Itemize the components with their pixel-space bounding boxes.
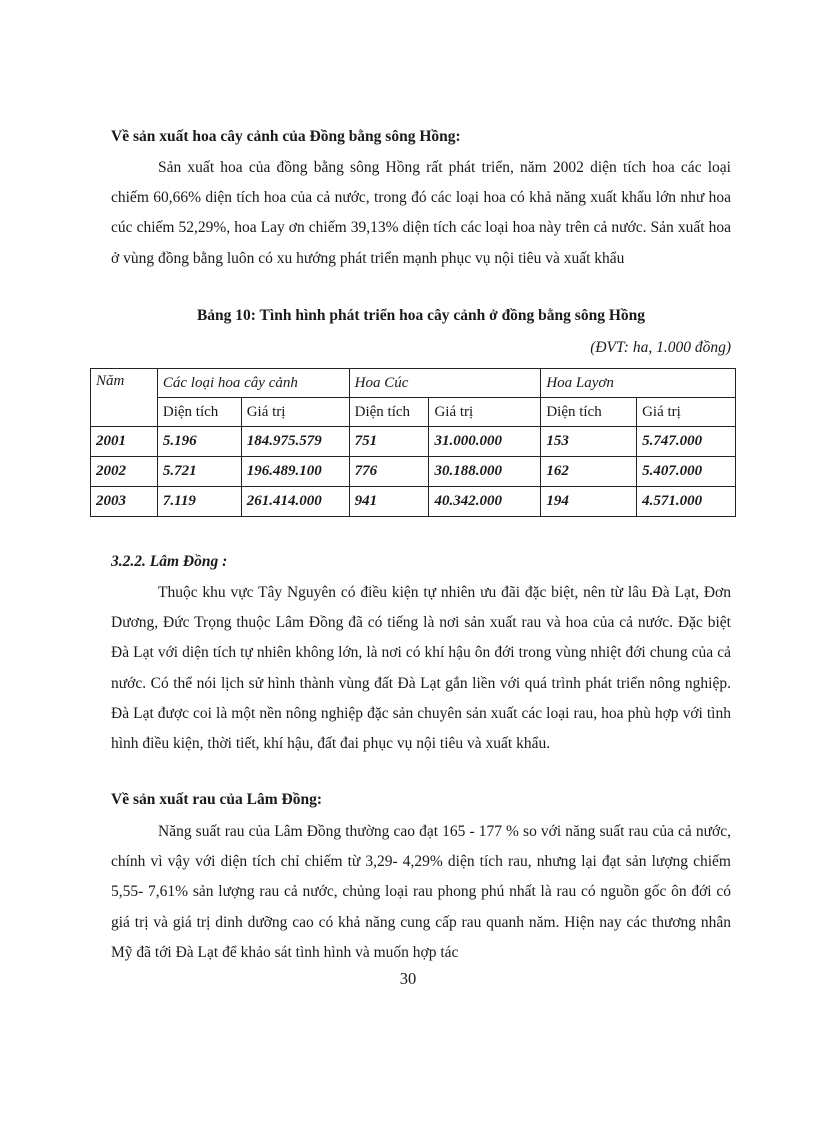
- paragraph-lam-dong-vegetables: Năng suất rau của Lâm Đồng thường cao đạt 165 - 177 % so với năng suất rau của cả nước, chính vì vậy với diện tích chỉ chiếm từ 3,29- 4,29% diện tích rau, nhưng lại đạt sản lượng chiếm 5,55- 7,61% sản lượng rau cả nước, chủng loại rau phong phú nhất là rau có nguồn gốc ôn đới có giá trị và giá trị dinh dưỡng cao có khả năng cung cấp rau quanh năm. Hiện nay các thương nhân Mỹ đã tới Đà Lạt để khảo sát tình hình và muốn hợp tác: [111, 823, 731, 961]
- paragraph-red-river-flowers: Sản xuất hoa của đồng bằng sông Hồng rất phát triển, năm 2002 diện tích hoa các loại chiếm 60,66% diện tích hoa của cả nước, trong đó các loại hoa có khả năng xuất khẩu lớn như hoa cúc chiếm 52,29%, hoa Lay ơn chiếm 39,13% diện tích các loại hoa này trên cả nước. Sản xuất hoa ở vùng đồng bằng luôn có xu hướng phát triển mạnh phục vụ nội tiêu và xuất khẩu: [111, 159, 731, 267]
- table-row: [91, 487, 736, 517]
- page-number: 30: [399, 969, 417, 988]
- table-subheader-row: [91, 398, 736, 427]
- header-year: Năm: [91, 369, 158, 427]
- subheader-area: Diện tích: [541, 398, 637, 427]
- table-header-row: [91, 369, 736, 398]
- subheader-area: Diện tích: [157, 398, 241, 427]
- cell-chrysanthemum-area: 751: [349, 427, 429, 457]
- cell-gladiolus-value: 5.407.000: [637, 457, 736, 487]
- cell-year: 2003: [91, 487, 158, 517]
- subheader-value: Giá trị: [241, 398, 349, 427]
- section-subheading-lam-dong: 3.2.2. Lâm Đồng :: [111, 553, 228, 570]
- cell-chrysanthemum-value: 31.000.000: [429, 427, 541, 457]
- cell-gladiolus-area: 162: [541, 457, 637, 487]
- table-caption: Bảng 10: Tình hình phát triển hoa cây cảnh ở đồng bằng sông Hồng: [196, 307, 646, 324]
- section-heading-red-river-flowers: Về sản xuất hoa cây cảnh của Đồng bằng sông Hồng:: [111, 128, 461, 145]
- subheader-value: Giá trị: [429, 398, 541, 427]
- cell-ornamental-value: 261.414.000: [241, 487, 349, 517]
- section-heading-lam-dong-vegetables: Về sản xuất rau của Lâm Đồng:: [111, 791, 322, 808]
- cell-gladiolus-area: 153: [541, 427, 637, 457]
- cell-gladiolus-value: 5.747.000: [637, 427, 736, 457]
- cell-ornamental-value: 196.489.100: [241, 457, 349, 487]
- cell-ornamental-area: 7.119: [157, 487, 241, 517]
- table-row: [91, 427, 736, 457]
- cell-chrysanthemum-area: 776: [349, 457, 429, 487]
- subheader-area: Diện tích: [349, 398, 429, 427]
- header-group-ornamental: Các loại hoa cây cảnh: [157, 369, 349, 398]
- flower-development-table: [90, 368, 736, 517]
- cell-ornamental-area: 5.196: [157, 427, 241, 457]
- cell-year: 2001: [91, 427, 158, 457]
- cell-chrysanthemum-area: 941: [349, 487, 429, 517]
- header-group-gladiolus: Hoa Layơn: [541, 369, 736, 398]
- table-unit-note: (ĐVT: ha, 1.000 đồng): [590, 339, 731, 356]
- cell-year: 2002: [91, 457, 158, 487]
- cell-gladiolus-area: 194: [541, 487, 637, 517]
- header-group-chrysanthemum: Hoa Cúc: [349, 369, 541, 398]
- cell-chrysanthemum-value: 40.342.000: [429, 487, 541, 517]
- cell-ornamental-area: 5.721: [157, 457, 241, 487]
- cell-ornamental-value: 184.975.579: [241, 427, 349, 457]
- table-row: [91, 457, 736, 487]
- cell-chrysanthemum-value: 30.188.000: [429, 457, 541, 487]
- paragraph-lam-dong: Thuộc khu vực Tây Nguyên có điều kiện tự nhiên ưu đãi đặc biệt, nên từ lâu Đà Lạt, Đơn Dương, Đức Trọng thuộc Lâm Đồng đã có tiếng là nơi sản xuất rau và hoa của cả nước. Đặc biệt Đà Lạt với diện tích tự nhiên không lớn, là nơi có khí hậu ôn đới trong vùng nhiệt đới chung của cả nước. Có thể nói lịch sử hình thành vùng đất Đà Lạt gắn liền với quá trình phát triển nông nghiệp. Đà Lạt được coi là một nền nông nghiệp đặc sản chuyên sản xuất các loại rau, hoa phù hợp với tình hình điều kiện, thời tiết, khí hậu, đất đai phục vụ nội tiêu và xuất khẩu.: [111, 584, 731, 753]
- cell-gladiolus-value: 4.571.000: [637, 487, 736, 517]
- subheader-value: Giá trị: [637, 398, 736, 427]
